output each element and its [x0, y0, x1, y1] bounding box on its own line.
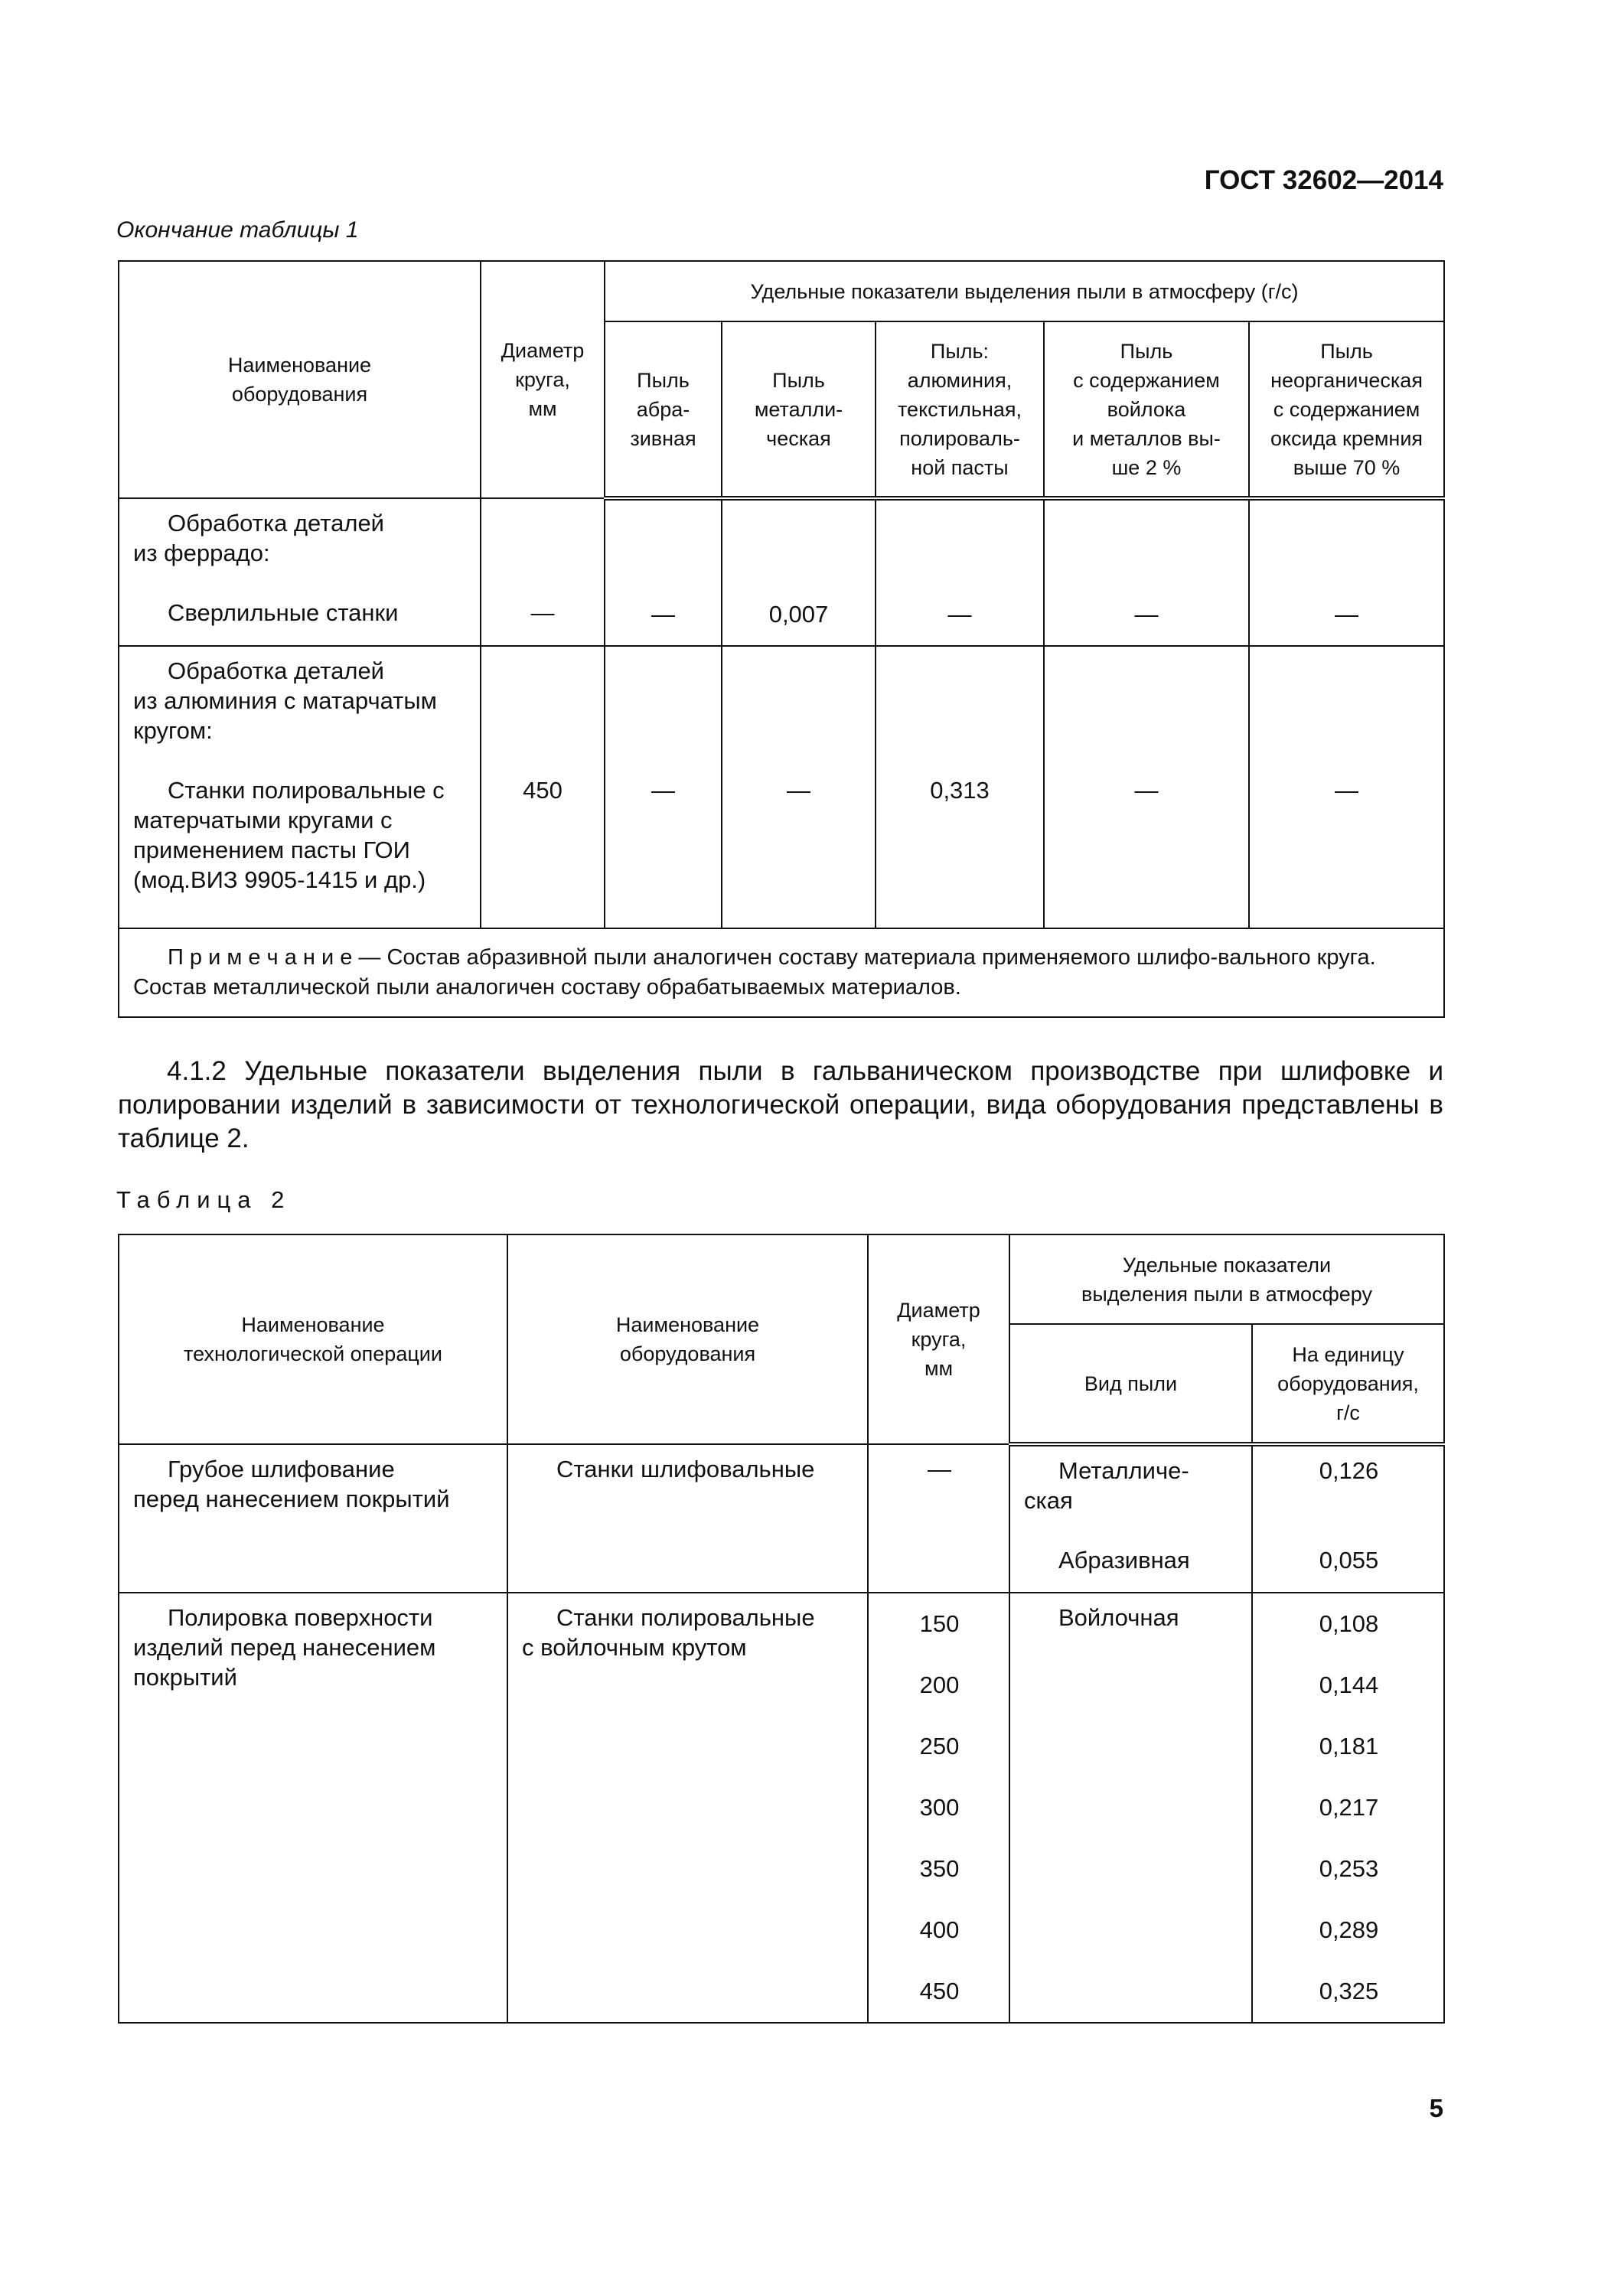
value-list: 0,108 0,144 0,181 0,217 0,253 0,289 0,325	[1252, 1593, 1444, 2023]
cell: —	[605, 646, 722, 928]
cell: —	[1044, 646, 1249, 928]
table-2	[118, 1234, 1445, 2024]
cell: —	[605, 498, 722, 646]
dust-kind: Металличе- ская Абразивная	[1009, 1444, 1252, 1593]
operation: Полировка поверхности изделий перед нанесением покрытий	[119, 1593, 507, 2023]
cell: —	[876, 498, 1044, 646]
header-dust-kind: Вид пыли	[1009, 1324, 1252, 1444]
header-equipment: Наименование оборудования	[507, 1234, 868, 1444]
header-diameter: Диаметр круга, мм	[481, 261, 605, 498]
header-diameter: Диаметр круга, мм	[868, 1234, 1009, 1444]
page-number: 5	[1429, 2094, 1443, 2122]
cell: 0,007	[722, 498, 876, 646]
note-text: — Состав абразивной пыли аналогичен составу материала применяемого шлифо-вального круга. Состав металлической пыли аналогичен составу обрабатываемых материалов.	[133, 945, 1376, 1000]
cell: —	[722, 646, 876, 928]
diameter-list: 150 200 250 300 350 400 450	[868, 1593, 1009, 2023]
diameter: —	[868, 1444, 1009, 1593]
header-group: Удельные показатели выделения пыли в атмосферу	[1009, 1234, 1444, 1324]
document-code: ГОСТ 32602—2014	[1204, 165, 1443, 195]
header-col: Пыль неорганическая с содержанием оксида кремния выше 70 %	[1249, 321, 1444, 498]
cell: —	[481, 498, 605, 646]
table-row	[119, 1593, 1444, 2023]
dust-kind: Войлочная	[1009, 1593, 1252, 2023]
row-name: Обработка деталей из феррадо: Сверлильные станки	[119, 498, 481, 646]
table-row	[119, 498, 1444, 646]
value: 0,126 0,055	[1252, 1444, 1444, 1593]
table-continuation-label: Окончание таблицы 1	[116, 217, 359, 243]
table-row	[119, 1444, 1444, 1593]
header-col: Пыль: алюминия, текстильная, полироваль- ной пасты	[876, 321, 1044, 498]
equipment: Станки шлифовальные	[507, 1444, 868, 1593]
cell: —	[1249, 646, 1444, 928]
header-col: Пыль металли- ческая	[722, 321, 876, 498]
paragraph-4-1-2: 4.1.2 Удельные показатели выделения пыли в гальваническом производстве при шлифовке и полировании изделий в зависимости от технологической операции, вида оборудования представлены в таблице 2.	[118, 1056, 1443, 1153]
cell: 0,313	[876, 646, 1044, 928]
table-row	[119, 646, 1444, 928]
header-equipment-name: Наименование оборудования	[119, 261, 481, 498]
operation: Грубое шлифование перед нанесением покрытий	[119, 1444, 507, 1593]
header-per-unit: На единицу оборудования, г/с	[1252, 1324, 1444, 1444]
table-note	[119, 928, 1444, 1017]
table-1	[118, 260, 1445, 1018]
header-operation: Наименование технологической операции	[119, 1234, 507, 1444]
cell: 450	[481, 646, 605, 928]
header-col: Пыль с содержанием войлока и металлов вы- ше 2 %	[1044, 321, 1249, 498]
note-label: П р и м е ч а н и е	[168, 945, 353, 970]
header-col: Пыль абра- зивная	[605, 321, 722, 498]
cell: —	[1249, 498, 1444, 646]
equipment: Станки полировальные с войлочным крутом	[507, 1593, 868, 2023]
table-2-caption: Таблица 2	[116, 1186, 292, 1213]
row-name: Обработка деталей из алюминия с матарчатым кругом: Станки полировальные с матерчатыми кругами с применением пасты ГОИ (мод.ВИЗ 9905-1415 и др.)	[119, 646, 481, 928]
cell: —	[1044, 498, 1249, 646]
header-group: Удельные показатели выделения пыли в атмосферу (г/с)	[605, 261, 1444, 321]
